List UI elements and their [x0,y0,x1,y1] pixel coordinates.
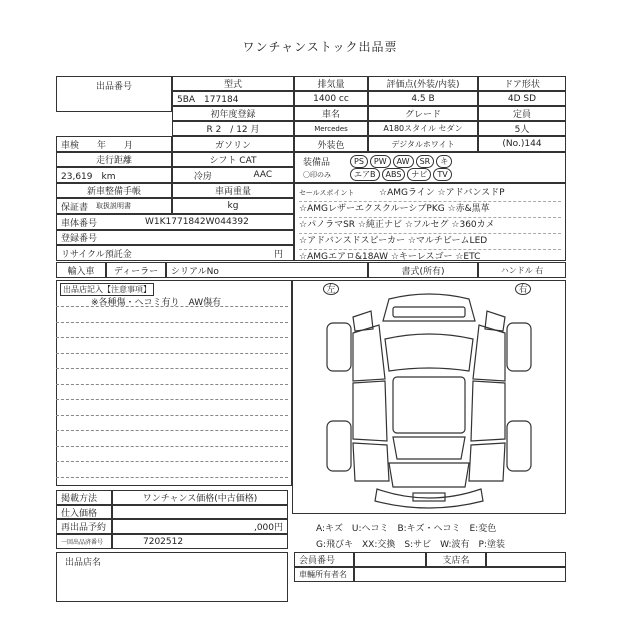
car-name-label: 車名 [294,106,368,121]
previous-number-value: 7202512 [112,534,288,549]
recycle-cell [56,245,294,261]
shift-value: シフト CAT [172,152,294,167]
method-value: ワンチャンス価格(中古価格) [112,490,288,505]
displacement-value: 1400 cc [294,91,368,106]
store-name-label: 出品店名 [65,558,102,568]
branch-value[interactable] [486,552,566,567]
notes-line [56,415,288,416]
vin-label: 車体番号 [61,218,98,229]
vin-cell [56,214,294,230]
grade-label: グレード [368,106,478,121]
selling-point-4: ☆AMGエアロ&18AW ☆キーレスゴー ☆ETC [299,252,481,262]
equipment-option-3: TV [433,168,451,181]
ac-label: 冷房 [193,171,212,182]
selling-points-label: セールスポイント [299,189,355,197]
vin-value: W1K1771842W044392 [145,217,249,227]
selling-points-box [294,183,566,261]
diagram-right-label: 右 [515,283,531,295]
equipment-item-0: PS [350,155,368,168]
equipment-item-4: キ [436,155,452,168]
purchase-value[interactable] [112,505,288,519]
model-label: 型式 [172,76,294,91]
car-outline-icon [293,281,565,513]
notes-line [56,384,288,385]
selling-point-0: ☆AMGライン ☆アドバンスドP [299,186,561,202]
branch-label: 支店名 [426,552,486,567]
selling-point-3: ☆アドバンスドスピーカー ☆マルチビームLED [299,234,561,250]
weight-label: 車両重量 [172,183,294,198]
capacity-value: 5人 [478,121,566,136]
fuel-value: ガソリン [172,136,294,152]
item-number-cell [56,76,172,112]
member-number-label: 会員番号 [294,552,354,567]
equipment-item-3: SR [416,155,435,168]
notes-line [56,430,288,431]
equipment-label: 装備品 [303,158,331,168]
damage-legend-line-2: G:飛びキ XX:交換 S:サビ W:波有 P:塗装 [316,540,505,550]
evaluation-label: 評価点(外装/内装) [368,76,478,91]
model-value: 5BA 177184 [172,91,294,106]
equipment-bottom-row [349,168,453,181]
purchase-label: 仕入価格 [56,505,112,519]
warranty-sub-label: 保証書 [61,202,89,213]
notes-line [56,477,288,478]
color-number: (No.)144 [478,136,566,152]
store-name-box [56,552,288,602]
car-name-value: Mercedes [294,121,368,136]
notes-line [56,322,288,323]
method-label: 掲載方法 [56,490,112,505]
equipment-top-row [349,155,453,168]
mileage-label: 走行距離 [56,152,172,167]
grade-value: A180スタイル セダン [368,121,478,136]
mileage-value: 23,619 km [56,167,172,183]
ac-cell [172,167,294,183]
inspection-label: 車検 年 月 [56,136,172,152]
warranty-label: 新車整備手帳 [56,183,172,198]
price-value: ,000円 [112,519,288,534]
damage-diagram [292,280,566,514]
dealer-value: ディーラー [106,262,166,278]
weight-unit: kg [172,198,294,214]
warranty-sub-value: 取扱説明書 [96,202,132,210]
handle-value: ハンドル 右 [478,262,566,278]
equipment-option-2: ナビ [407,168,431,181]
equipment-option-0: エアB [350,168,380,181]
equipment-item-1: PW [370,155,391,168]
door-value: 4D SD [478,91,566,106]
notes-line [56,461,288,462]
notes-line [56,368,288,369]
notes-line-1: ※各種傷・ヘコミ有り AW傷有 [91,298,222,308]
door-label: ドア形状 [478,76,566,91]
format-label: 書式(所有) [368,262,478,278]
evaluation-value: 4.5 B [368,91,478,106]
notes-header: 出品店記入【注意事項】 [60,283,154,296]
displacement-label: 排気量 [294,76,368,91]
diagram-left-label: 左 [323,283,339,295]
selling-points-list [299,186,561,265]
equipment-bottom-label: 〇印のみ [303,170,331,179]
owner-value[interactable] [354,567,566,582]
registration-number-label: 登録番号 [56,230,294,245]
selling-point-2: ☆パノラマSR ☆純正ナビ ☆フルセグ ☆360カメ [299,218,561,234]
notes-line [56,353,288,354]
damage-legend-line-1: A:キズ U:ヘコミ B:キズ・ヘコミ E:変色 [316,524,497,534]
ac-value: AAC [253,170,273,180]
rebid-label: 再出品予約 [56,519,112,534]
form-title: ワンチャンストック出品票 [242,40,398,54]
equipment-option-1: ABS [382,168,406,181]
member-number-value[interactable] [354,552,426,567]
exterior-color-value: デジタルホワイト [368,136,478,152]
equipment-item-2: AW [393,155,414,168]
capacity-label: 定員 [478,106,566,121]
selling-point-1: ☆AMGレザーエクスクルーシブPKG ☆赤&黒革 [299,202,561,218]
notes-line [56,399,288,400]
item-number-label: 出品番号 [95,82,132,92]
notes-line [56,446,288,447]
import-label: 輸入車 [56,262,106,278]
recycle-unit: 円 [273,249,283,260]
warranty-sub-cell [56,198,172,214]
equipment-cell [294,152,566,183]
owner-label: 車輛所有者名 [294,567,354,582]
first-registration-value: R 2 / 12 月 [172,121,294,136]
serial-label: シリアルNo [166,262,368,278]
previous-number-label: 一回出品済番号 [56,534,112,549]
exterior-color-label: 外装色 [294,136,368,152]
notes-line [56,337,288,338]
first-registration-label: 初年度登録 [172,106,294,121]
recycle-label: リサイクル預託金 [61,249,132,260]
notes-line [56,306,288,307]
